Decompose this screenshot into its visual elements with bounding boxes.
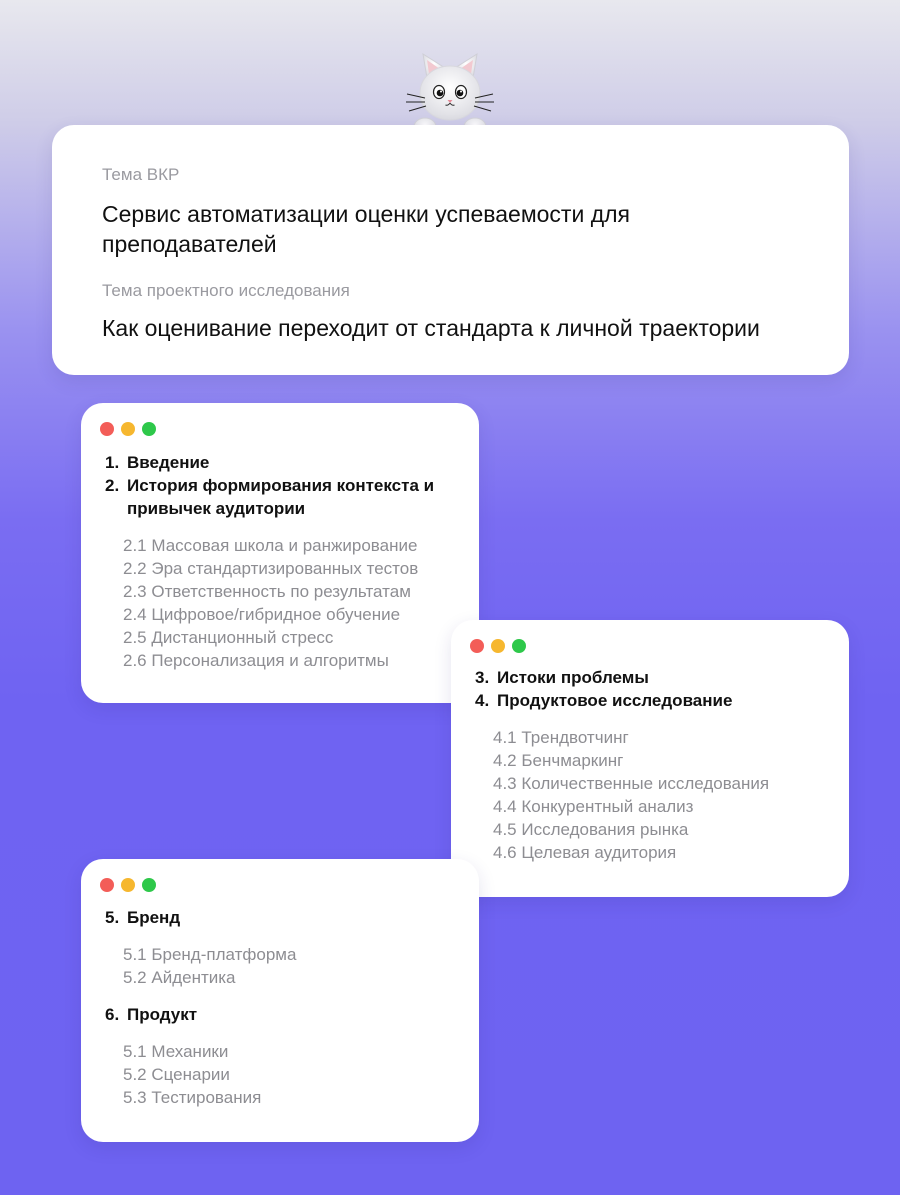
toc-subsection: 5.2 Сценарии [123,1065,230,1084]
toc-subsection: 2.5 Дистанционный стресс [123,628,334,647]
research-topic-label: Тема проектного исследования [102,281,350,300]
window-controls [100,422,156,436]
toc-subsection: 2.2 Эра стандартизированных тестов [123,559,419,578]
chapter-title: История формирования контекста и привычек аудитории [127,476,435,518]
toc-subsection: 4.4 Конкурентный анализ [493,797,694,816]
toc-subsection: 2.1 Массовая школа и ранжирование [123,536,418,555]
toc-subsection: 2.4 Цифровое/гибридное обучение [123,605,401,624]
toc-subsection: 5.3 Тестирования [123,1088,262,1107]
close-dot-icon[interactable] [470,639,484,653]
chapter-number: 1. [105,453,120,472]
chapter-number: 2. [105,476,120,495]
close-dot-icon[interactable] [100,422,114,436]
close-dot-icon[interactable] [100,878,114,892]
chapter-title: Введение [127,453,210,472]
vkr-topic-title: Сервис автоматизации оценки успеваемости для преподавателей [102,201,631,257]
toc-subsection: 4.2 Бенчмаркинг [493,751,624,770]
vkr-topic-label: Тема ВКР [102,165,180,184]
chapter-title: Бренд [127,908,181,927]
maximize-dot-icon[interactable] [142,878,156,892]
toc-subsection: 2.3 Ответственность по результатам [123,582,411,601]
chapter-number: 3. [475,668,490,687]
toc-list [475,666,769,864]
window-controls [100,878,156,892]
toc-window-2 [451,620,849,897]
maximize-dot-icon[interactable] [512,639,526,653]
chapter-title: Истоки проблемы [497,668,649,687]
research-topic-title: Как оценивание переходит от стандарта к личной траектории [102,315,760,341]
toc-chapter [105,1003,296,1026]
chapter-number: 5. [105,908,120,927]
toc-subsection: 5.1 Механики [123,1042,229,1061]
minimize-dot-icon[interactable] [121,878,135,892]
toc-chapter [105,474,447,520]
chapter-title: Продуктовое исследование [497,691,733,710]
toc-chapter [105,451,447,474]
toc-subsection: 4.6 Целевая аудитория [493,843,677,862]
maximize-dot-icon[interactable] [142,422,156,436]
chapter-title: Продукт [127,1005,198,1024]
toc-subsection: 4.1 Трендвотчинг [493,728,629,747]
toc-subsection: 5.2 Айдентика [123,968,236,987]
toc-chapter [105,906,296,929]
chapter-number: 6. [105,1005,120,1024]
toc-subsection: 4.5 Исследования рынка [493,820,689,839]
toc-window-1 [81,403,479,703]
toc-chapter [475,689,769,712]
toc-subsection: 2.6 Персонализация и алгоритмы [123,651,389,670]
toc-subsection: 5.1 Бренд-платформа [123,945,297,964]
window-controls [470,639,526,653]
toc-chapter [475,666,769,689]
topic-card [52,125,849,375]
toc-subsection: 4.3 Количественные исследования [493,774,770,793]
toc-list [105,451,447,672]
minimize-dot-icon[interactable] [491,639,505,653]
minimize-dot-icon[interactable] [121,422,135,436]
toc-window-3 [81,859,479,1142]
toc-list [105,906,296,1109]
chapter-number: 4. [475,691,490,710]
